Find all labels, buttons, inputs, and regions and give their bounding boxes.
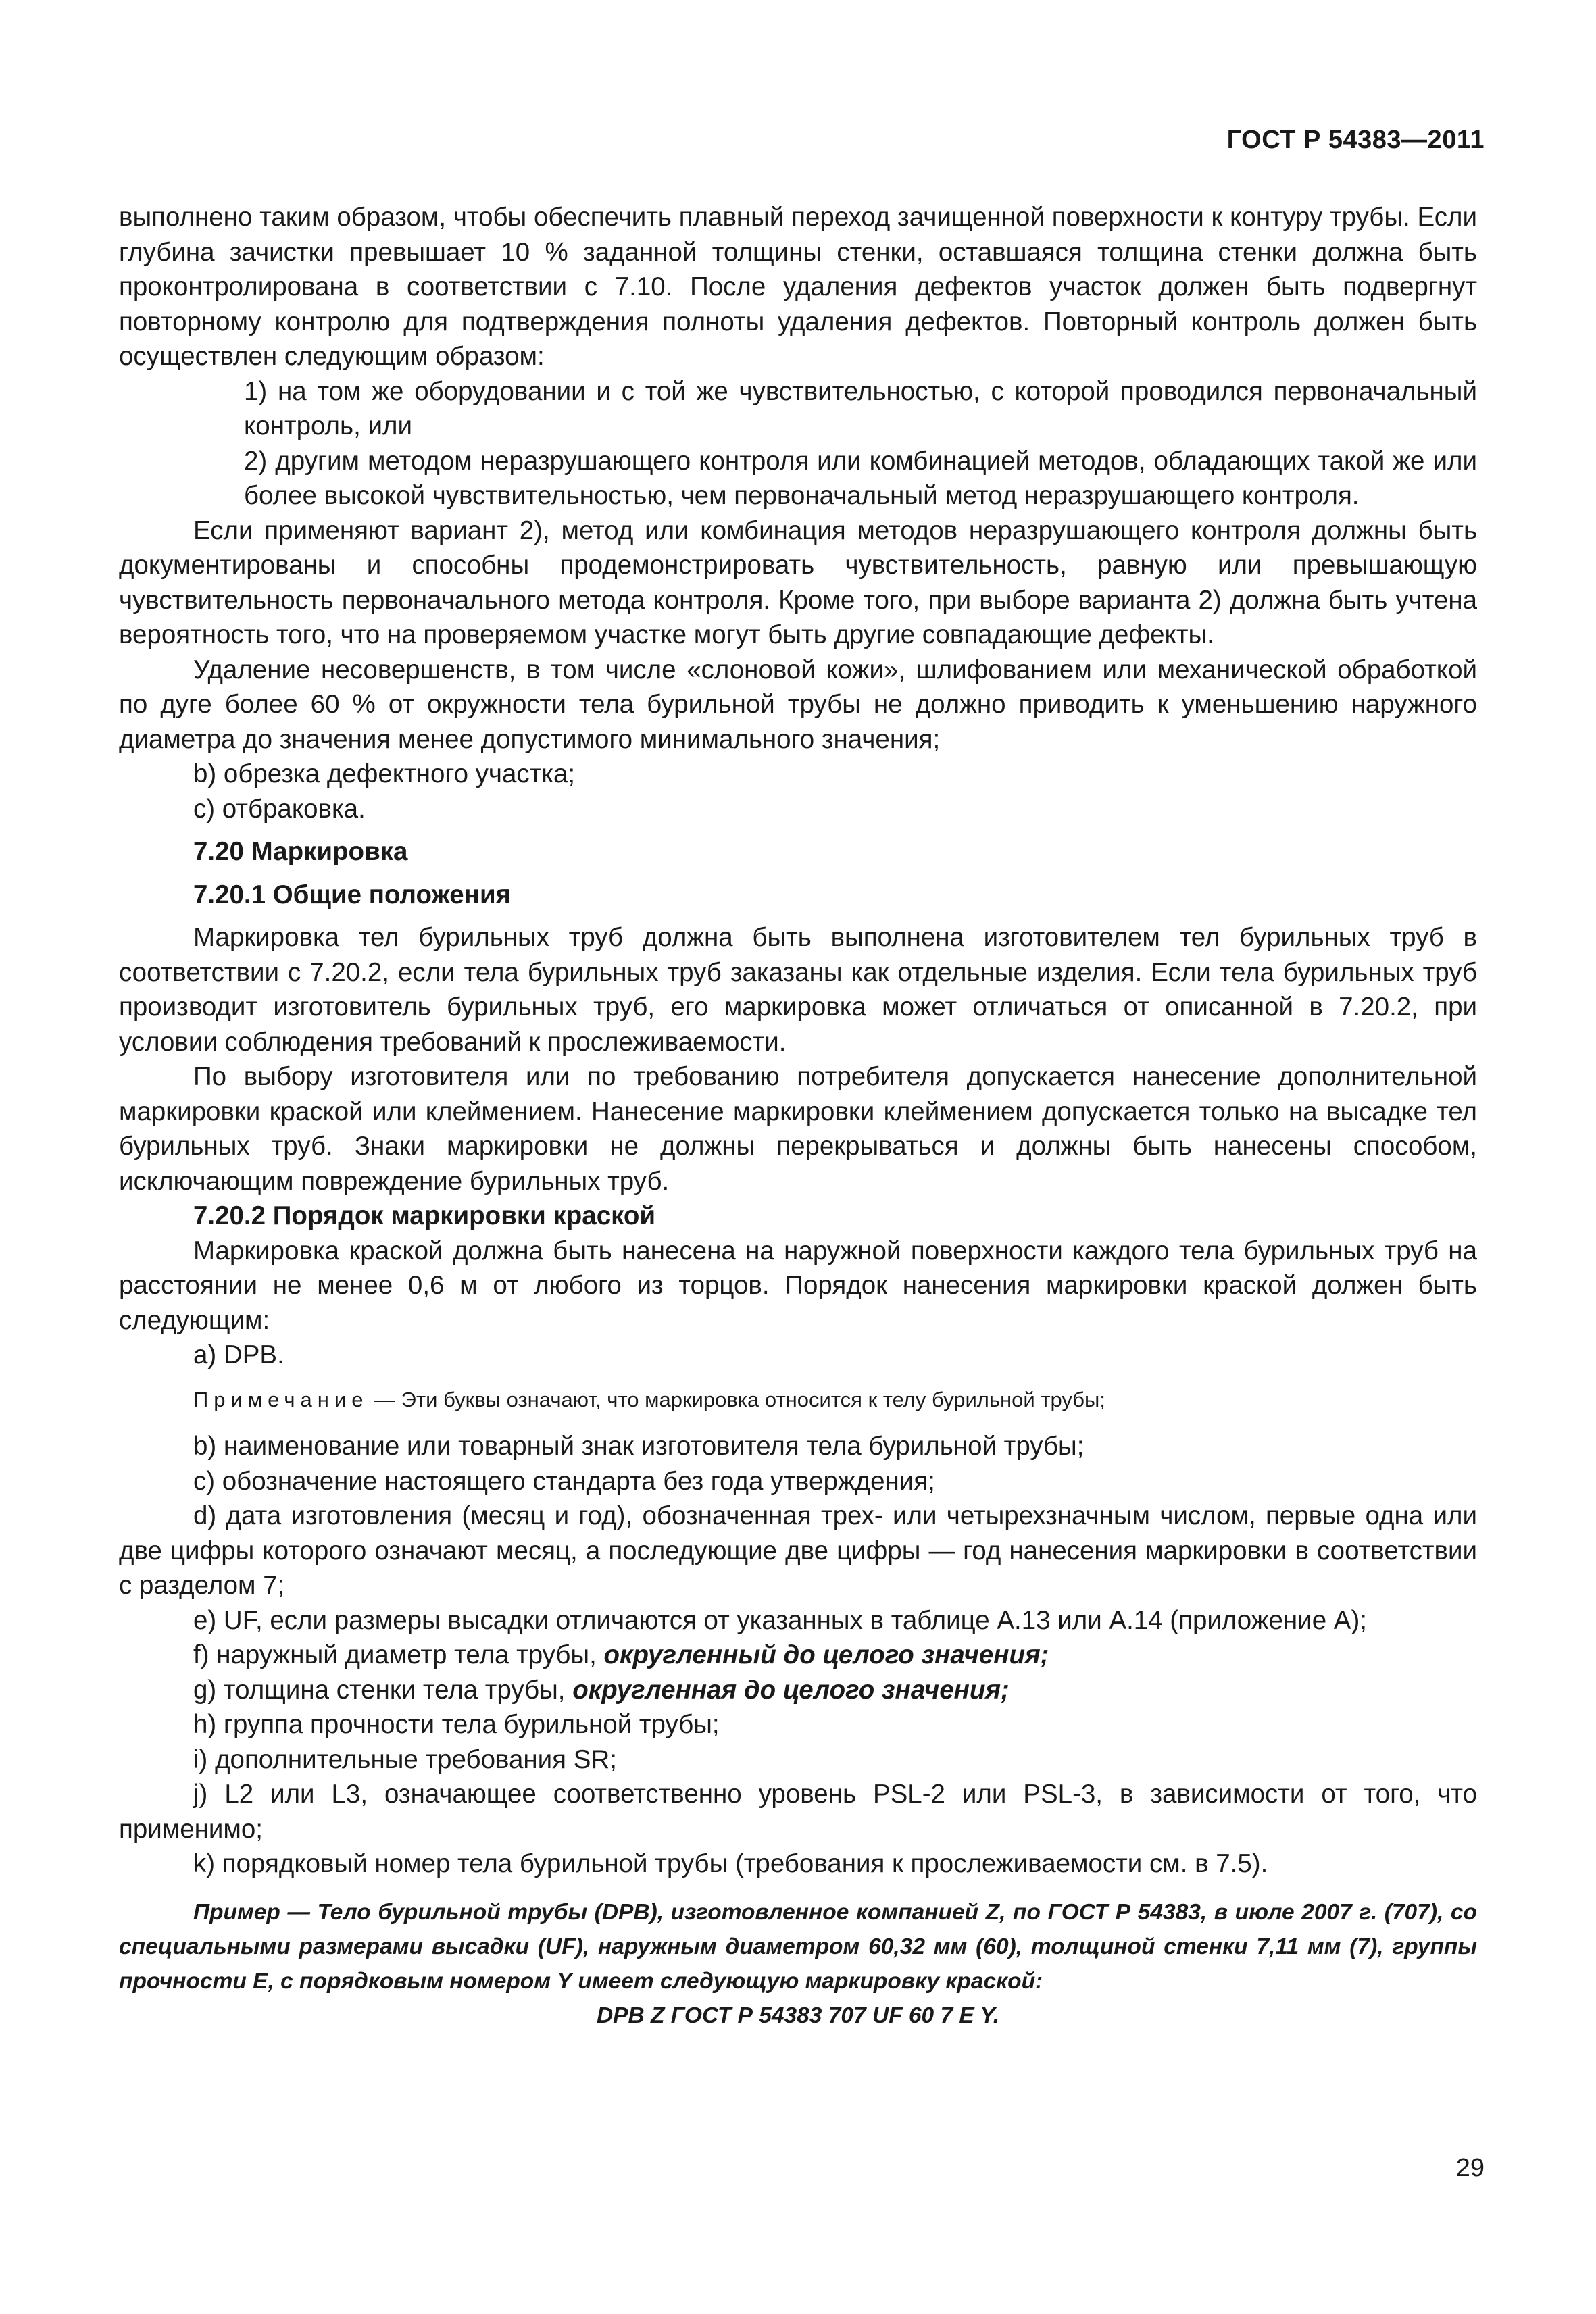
- list-item-j: j) L2 или L3, означающее соответственно уровень PSL-2 или PSL-3, в зависимости от того, что применимо;: [119, 1780, 1477, 1844]
- list-item-2: 2) другим методом неразрушающего контроля или комбинацией методов, обладающих такой же или более высокой чувствительностью, чем первоначальный метод неразрушающего контроля.: [244, 446, 1477, 510]
- paragraph-marking-general: Маркировка тел бурильных труб должна быть выполнена изготовителем тел бурильных труб в соответствии с 7.20.2, если тела бурильных труб заказаны как отдельные изделия. Если тела бурильных труб производит изготовитель бурильных труб, его маркировка может отличаться от описанной в 7.20.2, при условии соблюдения требований к прослеживаемости.: [119, 923, 1477, 1057]
- document-code-header: ГОСТ Р 54383—2011: [1226, 126, 1485, 154]
- list-item-k: k) порядковый номер тела бурильной трубы (требования к прослеживаемости см. в 7.5).: [193, 1849, 1268, 1878]
- list-item-g-emphasis: округленная до целого значения;: [572, 1675, 1009, 1705]
- paragraph-paint-marking: Маркировка краской должна быть нанесена на наружной поверхности каждого тела бурильных труб на расстоянии не менее 0,6 м от любого из торцов. Порядок нанесения маркировки краской должен быть следующим:: [119, 1236, 1477, 1335]
- list-item-h: h) группа прочности тела бурильной трубы;: [193, 1710, 720, 1739]
- list-item-f-emphasis: округленный до целого значения;: [603, 1640, 1049, 1669]
- list-item-c-reject: c) отбраковка.: [193, 794, 366, 824]
- list-item-g: [119, 1673, 1477, 1708]
- section-heading-7-20: 7.20 Маркировка: [193, 837, 408, 866]
- list-item-e: e) UF, если размеры высадки отличаются от указанных в таблице А.13 или А.14 (приложение А);: [193, 1605, 1367, 1635]
- paragraph-removal: Удаление несовершенств, в том числе «слоновой кожи», шлифованием или механической обработкой по дуге более 60 % от окружности тела бурильной трубы не должно приводить к уменьшению наружного диаметра до значения менее допустимого минимального значения;: [119, 655, 1477, 754]
- note-text: — Эти буквы означают, что маркировка относится к телу бурильной трубы;: [368, 1387, 1105, 1411]
- list-item-b: b) наименование или товарный знак изготовителя тела бурильной трубы;: [193, 1432, 1084, 1461]
- list-item-b-cut: b) обрезка дефектного участка;: [193, 759, 576, 788]
- document-body: [119, 200, 1477, 2033]
- section-heading-7-20-2: 7.20.2 Порядок маркировки краской: [193, 1201, 656, 1230]
- paragraph-intro: выполнено таким образом, чтобы обеспечить плавный переход зачищенной поверхности к контуру трубы. Если глубина зачистки превышает 10 % заданной толщины стенки, оставшаяся толщина стенки должна быть проконтролирована в соответствии с 7.10. После удаления дефектов участок должен быть подвергнут повторному контролю для подтверждения полноты удаления дефектов. Повторный контроль должен быть осуществлен следующим образом:: [119, 203, 1477, 371]
- list-item-d: d) дата изготовления (месяц и год), обозначенная трех- или четырехзначным числом, первые одна или две цифры которого означают месяц, а последующие две цифры — год нанесения маркировки в соответствии с разделом 7;: [119, 1501, 1477, 1600]
- note: [119, 1382, 1477, 1417]
- example-paragraph: Пример — Тело бурильной трубы (DPB), изготовленное компанией Z, по ГОСТ Р 54383, в июле 2007 г. (707), со специальными размерами высадки (UF), наружным диаметром 60,32 мм (60), толщиной стенки 7,11 мм (7), группы прочности Е, с порядковым номером Y имеет следующую маркировку краской:: [119, 1899, 1477, 1994]
- example-marking-code: DPB Z ГОСТ Р 54383 707 UF 60 7 E Y.: [596, 2003, 1000, 2028]
- page-number: 29: [1455, 2154, 1485, 2182]
- list-item-f: [119, 1638, 1477, 1673]
- list-item-c: c) обозначение настоящего стандарта без года утверждения;: [193, 1466, 935, 1496]
- list-item-i: i) дополнительные требования SR;: [193, 1744, 617, 1774]
- paragraph-marking-optional: По выбору изготовителя или по требованию потребителя допускается нанесение дополнительной маркировки краской или клеймением. Нанесение маркировки клеймением допускается только на высадке тел бурильных труб. Знаки маркировки не должны перекрываться и должны быть нанесены способом, исключающим повреждение бурильных труб.: [119, 1062, 1477, 1196]
- paragraph-variant-2: Если применяют вариант 2), метод или комбинация методов неразрушающего контроля должны быть документированы и способны продемонстрировать чувствительность, равную или превышающую чувствительность первоначального метода контроля. Кроме того, при выборе варианта 2) должна быть учтена вероятность того, что на проверяемом участке могут быть другие совпадающие дефекты.: [119, 515, 1477, 649]
- note-label: Примечание: [193, 1387, 369, 1411]
- list-item-1: 1) на том же оборудовании и с той же чувствительностью, с которой проводился первоначальный контроль, или: [244, 376, 1477, 441]
- section-heading-7-20-1: 7.20.1 Общие положения: [193, 880, 512, 909]
- list-item-g-text: g) толщина стенки тела трубы,: [193, 1675, 573, 1705]
- list-item-a: a) DPB.: [193, 1340, 284, 1369]
- list-item-f-text: f) наружный диаметр тела трубы,: [193, 1640, 604, 1669]
